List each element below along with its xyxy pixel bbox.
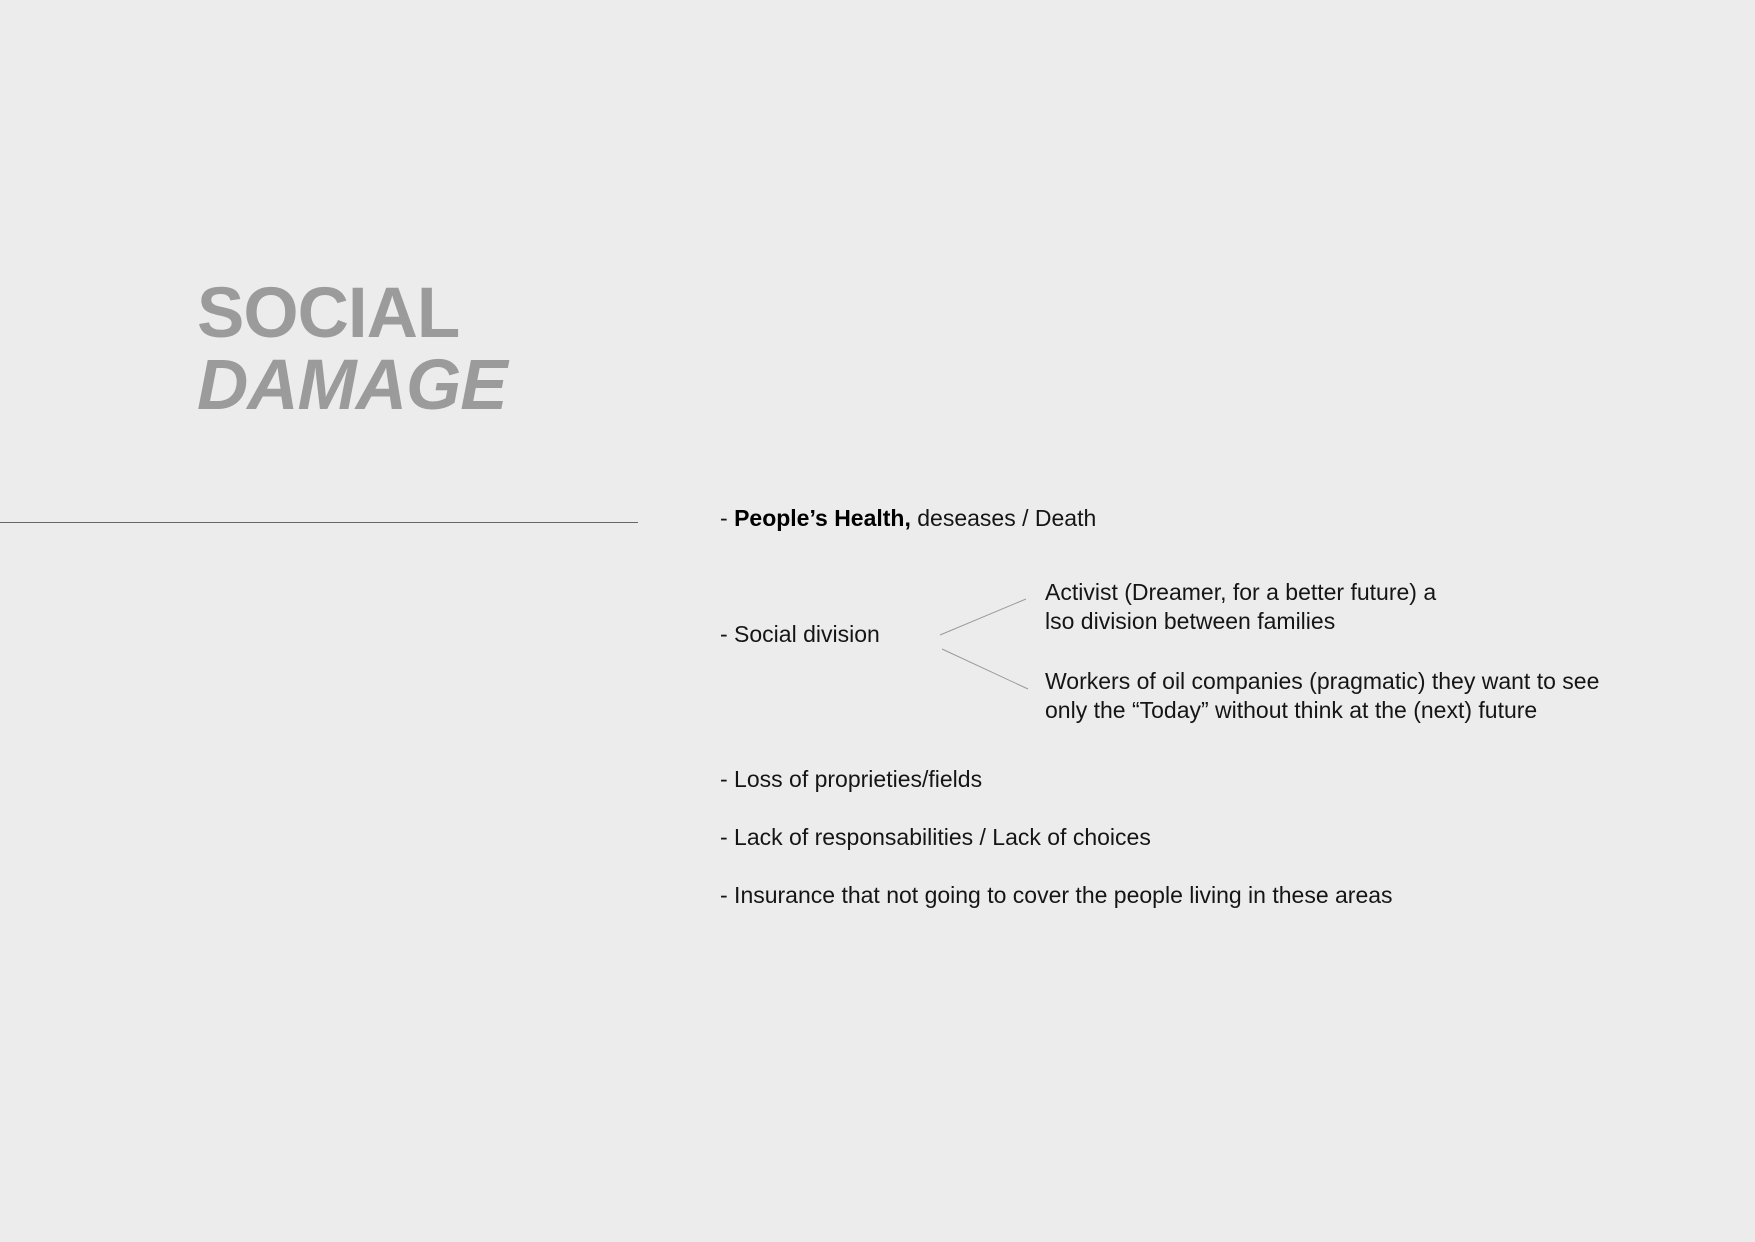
list-item-loss: - Loss of proprieties/fields <box>720 766 983 792</box>
title-line-social: SOCIAL <box>197 274 460 353</box>
horizontal-divider <box>0 522 638 523</box>
page-title <box>197 274 507 425</box>
health-detail: deseases / Death <box>917 505 1097 531</box>
branch-connector <box>930 590 1030 690</box>
list-item-social-division: - Social division <box>720 621 880 647</box>
list-item-insurance: - Insurance that not going to cover the people living in these areas <box>720 882 1393 908</box>
branch-workers <box>1045 667 1599 725</box>
branch-activists-line2: lso division between families <box>1045 608 1336 634</box>
branch-workers-line2: only the “Today” without think at the (next) future <box>1045 697 1538 723</box>
branch-activists <box>1045 578 1436 636</box>
title-line-damage: DAMAGE <box>197 346 507 425</box>
branch-activists-line1: Activist (Dreamer, for a better future) a <box>1045 579 1437 605</box>
list-item-health <box>720 504 1096 533</box>
health-bold-label: People’s Health, <box>734 505 911 531</box>
branch-line-lower <box>942 649 1028 689</box>
list-dash: - <box>720 505 728 531</box>
branch-workers-line1: Workers of oil companies (pragmatic) they want to see <box>1045 668 1600 694</box>
list-item-lack: - Lack of responsabilities / Lack of choices <box>720 824 1151 850</box>
branch-line-upper <box>940 599 1026 635</box>
